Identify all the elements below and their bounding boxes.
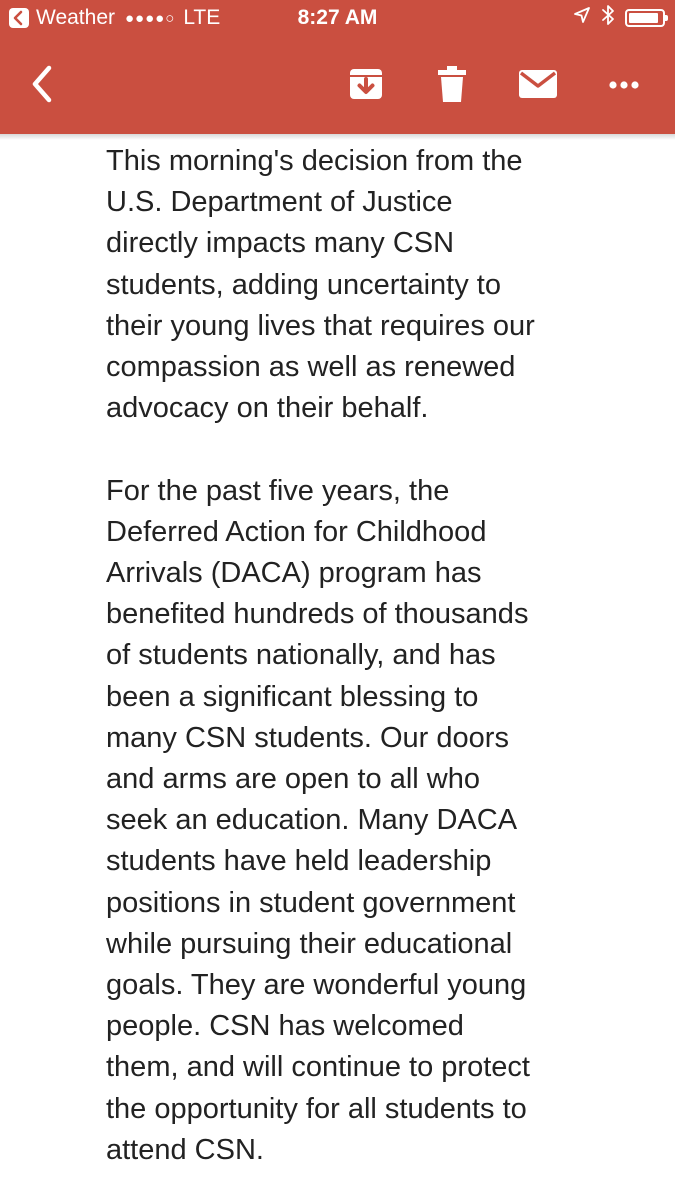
mark-unread-button[interactable]	[514, 62, 562, 110]
email-body	[106, 141, 626, 1171]
location-arrow-icon	[573, 6, 591, 30]
mail-icon	[518, 69, 558, 104]
archive-icon	[348, 66, 384, 107]
header-shadow	[0, 134, 675, 140]
back-button[interactable]	[18, 62, 66, 110]
status-bar	[0, 0, 675, 36]
battery-tip	[665, 15, 668, 21]
more-icon	[608, 77, 640, 95]
network-type: LTE	[183, 6, 221, 29]
status-bar-right	[573, 6, 665, 30]
battery-level	[629, 13, 658, 23]
bluetooth-icon	[601, 4, 615, 32]
trash-icon	[437, 65, 467, 108]
delete-button[interactable]	[428, 62, 476, 110]
message-toolbar	[0, 36, 675, 134]
archive-button[interactable]	[342, 62, 390, 110]
email-paragraph: This morning's decision from the U.S. Department of Justice directly impacts many CSN students, adding uncertainty to their young lives that requires our compassion as well as renewed advocacy on their behalf.	[106, 145, 535, 425]
chevron-left-icon	[27, 64, 57, 109]
more-options-button[interactable]	[600, 62, 648, 110]
email-paragraph: For the past five years, the Deferred Action for Childhood Arrivals (DACA) program has benefited hundreds of thousands of students nationally, and has been a significant blessing to many CSN students. Our doors and arms are open to all who seek an education. Many DACA students have held leadership positions in student government while pursuing their educational goals. They are wonderful young people. CSN has welcomed them, and will continue to protect the opportunity for all students to attend CSN.	[106, 474, 530, 1166]
battery-icon	[625, 9, 665, 27]
signal-strength: ●●●●○	[125, 9, 176, 27]
status-time: 8:27 AM	[297, 6, 378, 29]
top-bar	[0, 0, 675, 134]
back-to-app-label[interactable]: Weather	[36, 6, 115, 29]
